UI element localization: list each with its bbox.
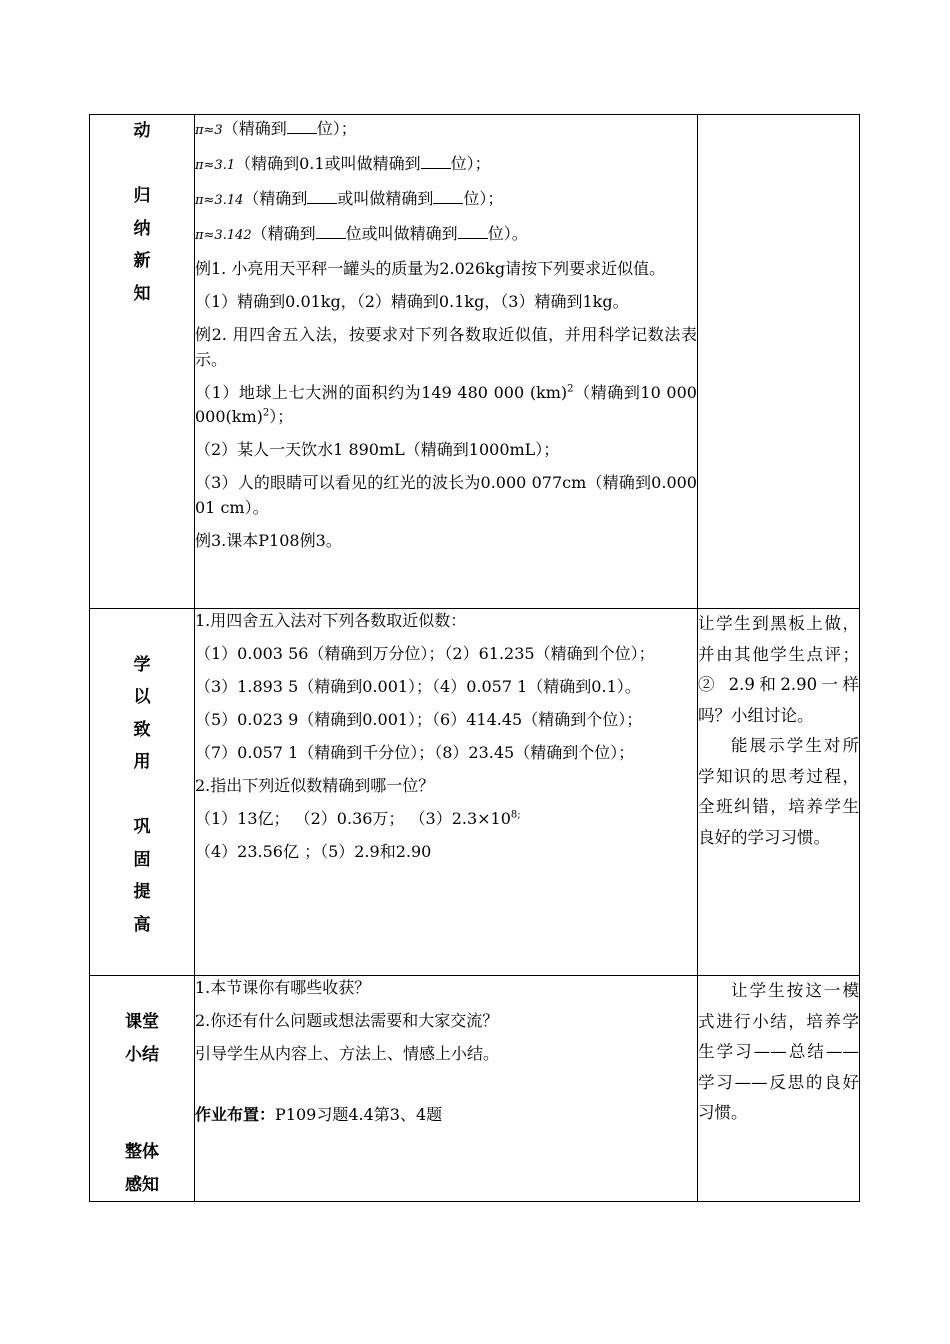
teaching-note: 让学生到黑板上做，并由其他学生点评；② 2.9和2.90一样吗？小组讨论。 bbox=[698, 614, 859, 725]
example-2-item-3: （3）人的眼睛可以看见的红光的波长为0.000 077cm（精确到0.000 01 cm）。 bbox=[195, 473, 697, 517]
pi-text: 或叫做精确到 bbox=[337, 189, 434, 208]
stage-char bbox=[90, 616, 194, 649]
fill-blank bbox=[433, 189, 463, 204]
teaching-note: 能展示学生对所学知识的思考过程，全班纠错，培养学生良好的学习习惯。 bbox=[698, 736, 859, 847]
example-1: 例1. 小亮用天平秤一罐头的质量为2.026kg请按下列要求近似值。 bbox=[195, 259, 666, 278]
content-cell bbox=[195, 115, 698, 609]
text: ）； bbox=[269, 407, 294, 426]
superscript: 2 bbox=[567, 383, 574, 395]
superscript: 2 bbox=[262, 407, 270, 419]
pi-text: （精确到 bbox=[222, 119, 287, 138]
pi-line bbox=[195, 187, 697, 214]
pi-text: （精确到0.1或叫做精确到 bbox=[235, 154, 421, 173]
example-2-item-2: （2）某人一天饮水1 890mL（精确到1000mL）； bbox=[195, 440, 560, 459]
fill-blank bbox=[287, 119, 317, 134]
pi-text: 位或叫做精确到 bbox=[345, 224, 458, 243]
pi-text: （精确到 bbox=[243, 189, 308, 208]
text: （精确到10 000 000(km) bbox=[195, 382, 697, 426]
example-3: 例3.课本P108例3。 bbox=[195, 530, 342, 550]
table-row bbox=[90, 115, 860, 609]
pi-line bbox=[195, 222, 697, 249]
exercise-heading: 1.用四舍五入法对下列各数取近似数： bbox=[195, 611, 467, 630]
summary-line: 1.本节课你有哪些收获？ bbox=[195, 978, 371, 997]
stage-char: 以 bbox=[133, 687, 151, 707]
stage-char: 新 bbox=[133, 251, 151, 271]
stage-char: 用 bbox=[133, 752, 151, 772]
stage-char bbox=[90, 1071, 194, 1104]
exercise-line: （1）0.003 56（精确到万分位）；（2）61.235（精确到个位）； bbox=[195, 644, 655, 663]
pi-approx: π≈3 bbox=[195, 123, 223, 138]
example-1-parts: （1）精确到0.01kg，（2）精确到0.1kg，（3）精确到1kg。 bbox=[195, 292, 629, 311]
exercise-line: （5）0.023 9（精确到0.001）；（6）414.45（精确到个位）； bbox=[195, 710, 643, 729]
stage-char bbox=[90, 148, 194, 181]
stage-char: 小结 bbox=[125, 1044, 159, 1065]
exercise-heading: 2.指出下列近似数精确到哪一位？ bbox=[195, 776, 435, 795]
fill-blank bbox=[307, 189, 337, 204]
exercise-line bbox=[195, 807, 697, 832]
stage-char: 致 bbox=[133, 719, 151, 740]
content-cell bbox=[195, 976, 698, 1202]
text: （1）13亿； （2）0.36万； （3）2.3×10 bbox=[195, 809, 511, 828]
stage-char: 纳 bbox=[133, 218, 151, 239]
stage-char: 课堂 bbox=[125, 1012, 159, 1032]
table-row bbox=[90, 976, 860, 1202]
stage-char: 固 bbox=[133, 849, 151, 870]
summary-line: 2.你还有什么问题或想法需要和大家交流？ bbox=[195, 1011, 499, 1030]
teaching-note: 让学生按这一模式进行小结，培养学生学习——总结——学习——反思的良好习惯。 bbox=[698, 981, 859, 1122]
stage-label-cell bbox=[90, 976, 195, 1202]
pi-text: （精确到 bbox=[251, 224, 316, 243]
pi-text: 位）； bbox=[316, 119, 357, 138]
note-cell bbox=[698, 976, 860, 1202]
fill-blank bbox=[316, 224, 346, 239]
lesson-plan-table bbox=[89, 114, 860, 1202]
stage-char: 巩 bbox=[133, 817, 151, 837]
exercise-line: （7）0.057 1（精确到千分位）；（8）23.45（精确到个位）； bbox=[195, 743, 635, 762]
pi-text: 位）； bbox=[463, 189, 504, 208]
stage-char: 高 bbox=[133, 914, 151, 935]
content-cell bbox=[195, 609, 698, 976]
stage-char: 学 bbox=[133, 654, 151, 675]
homework-text: P109习题4.4第3、4题 bbox=[275, 1104, 443, 1124]
summary-line: 引导学生从内容上、方法上、情感上小结。 bbox=[195, 1044, 500, 1063]
stage-char bbox=[90, 1104, 194, 1137]
pi-approx: π≈3.1 bbox=[195, 158, 236, 173]
stage-char: 知 bbox=[133, 283, 151, 304]
homework-line bbox=[195, 1103, 697, 1128]
superscript: 8; bbox=[510, 809, 521, 821]
stage-label-cell bbox=[90, 115, 195, 609]
pi-approx: π≈3.14 bbox=[195, 193, 244, 208]
text: （1）地球上七大洲的面积约为149 480 000 (km) bbox=[195, 382, 568, 402]
exercise-line: （4）23.56亿 ；（5）2.9和2.90 bbox=[195, 842, 432, 861]
example-2: 例2. 用四舍五入法，按要求对下列各数取近似值，并用科学记数法表示。 bbox=[195, 325, 697, 369]
fill-blank bbox=[421, 154, 451, 169]
stage-char: 整体 bbox=[125, 1142, 159, 1162]
stage-char bbox=[90, 779, 194, 812]
example-2-item-1 bbox=[195, 381, 697, 430]
pi-approx: π≈3.142 bbox=[195, 228, 252, 243]
pi-line bbox=[195, 152, 697, 179]
stage-char: 归 bbox=[133, 186, 151, 206]
pi-line bbox=[195, 117, 697, 144]
pi-text: 位）。 bbox=[487, 224, 528, 243]
pi-text: 位）； bbox=[450, 154, 491, 173]
fill-blank bbox=[458, 224, 488, 239]
table-row bbox=[90, 609, 860, 976]
note-cell bbox=[698, 609, 860, 976]
stage-char: 动 bbox=[133, 121, 151, 141]
stage-char: 提 bbox=[133, 882, 151, 902]
stage-char: 感知 bbox=[125, 1174, 159, 1195]
note-cell bbox=[698, 115, 860, 609]
homework-label: 作业布置： bbox=[195, 1104, 276, 1124]
exercise-line: （3）1.893 5（精确到0.001）；（4）0.057 1（精确到0.1）。 bbox=[195, 677, 641, 696]
stage-label-cell bbox=[90, 609, 195, 976]
